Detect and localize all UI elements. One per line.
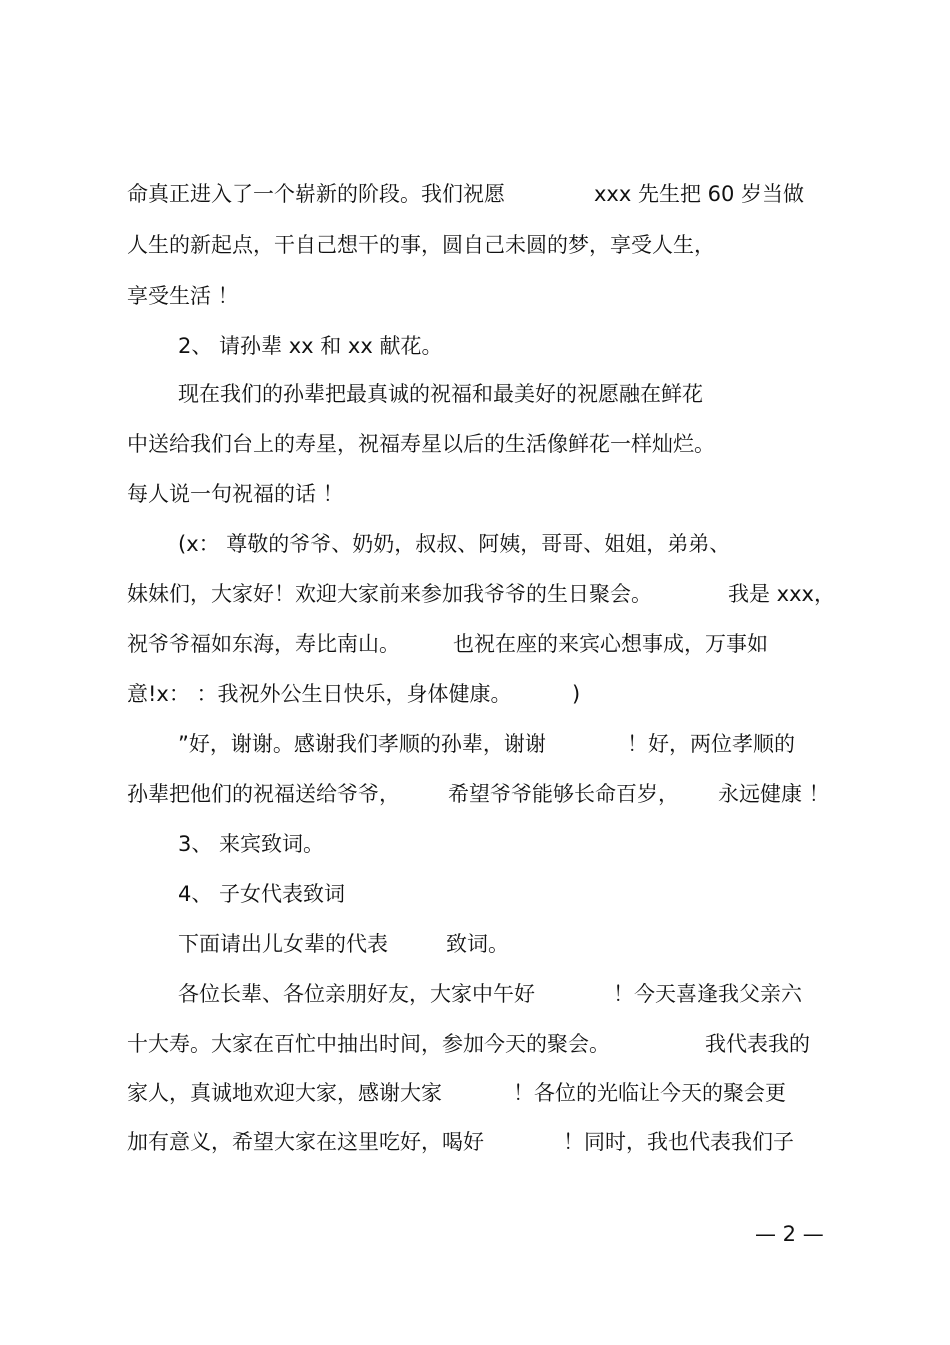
text-segment: 享受生活 ！ [127,284,239,308]
text-segment: 我是 xxx， [728,582,835,606]
text-segment: 现在我们的孙辈把最真诚的祝福和最美好的祝愿融在鲜花 [178,382,703,406]
text-line [0,378,950,410]
text-segment: 4、 子女代表致词 [178,882,346,906]
text-segment: 加有意义，希望大家在这里吃好，喝好 [127,1130,484,1154]
text-line [0,728,950,760]
text-segment: ！好，两位孝顺的 [627,732,795,756]
text-line [0,478,950,510]
text-segment: ！同时，我也代表我们子 [563,1130,794,1154]
text-line [0,628,950,660]
text-segment: 我代表我的 [705,1032,810,1056]
text-segment: 也祝在座的来宾心想事成，万事如 [453,632,768,656]
text-segment: ！今天喜逢我父亲六 [613,982,802,1006]
text-segment: 永远健康 ！ [718,782,830,806]
text-segment: 各位长辈、各位亲朋好友，大家中午好 [178,982,535,1006]
text-segment: 每人说一句祝福的话 ！ [127,482,344,506]
text-line [0,578,950,610]
text-line [0,178,950,210]
list-item-heading [0,330,950,362]
text-segment: 意!x： ：我祝外公生日快乐，身体健康。 [127,682,512,706]
text-segment: 祝爷爷福如东海，寿比南山。 [127,632,400,656]
text-segment: 中送给我们台上的寿星，祝福寿星以后的生活像鲜花一样灿烂。 [127,432,715,456]
list-item-heading [0,828,950,860]
text-segment: ！各位的光临让今天的聚会更 [513,1081,786,1105]
text-segment: ”好，谢谢。感谢我们孝顺的孙辈，谢谢 [178,732,546,756]
text-segment: 十大寿。大家在百忙中抽出时间，参加今天的聚会。 [127,1032,610,1056]
text-segment: 希望爷爷能够长命百岁， [448,782,679,806]
text-line [0,778,950,810]
text-segment: 家人，真诚地欢迎大家，感谢大家 [127,1081,442,1105]
text-segment: (x： 尊敬的爷爷、奶奶，叔叔、阿姨，哥哥、姐姐，弟弟、 [178,532,731,556]
text-line [0,528,950,560]
text-line [0,1028,950,1060]
text-segment: 妹妹们，大家好！欢迎大家前来参加我爷爷的生日聚会。 [127,582,652,606]
text-segment: 下面请出儿女辈的代表 [178,932,388,956]
text-line [0,928,950,960]
text-segment: 孙辈把他们的祝福送给爷爷， [127,782,400,806]
text-line [0,1077,950,1109]
list-item-heading [0,878,950,910]
text-segment: 命真正进入了一个崭新的阶段。我们祝愿 [127,182,505,206]
text-segment: 2、 请孙辈 xx 和 xx 献花。 [178,334,443,358]
text-segment: xxx 先生把 60 岁当做 [594,182,805,206]
text-segment: 致词。 [446,932,509,956]
text-segment: 3、 来宾致词。 [178,832,325,856]
text-segment: ) [572,682,581,706]
text-line [0,1126,950,1158]
text-line [0,428,950,460]
text-line [0,678,950,710]
text-line [0,978,950,1010]
page-number: — 2 — [755,1222,824,1246]
text-line [0,280,950,312]
text-segment: 人生的新起点，干自己想干的事，圆自己未圆的梦，享受人生， [127,233,715,257]
text-line [0,229,950,261]
